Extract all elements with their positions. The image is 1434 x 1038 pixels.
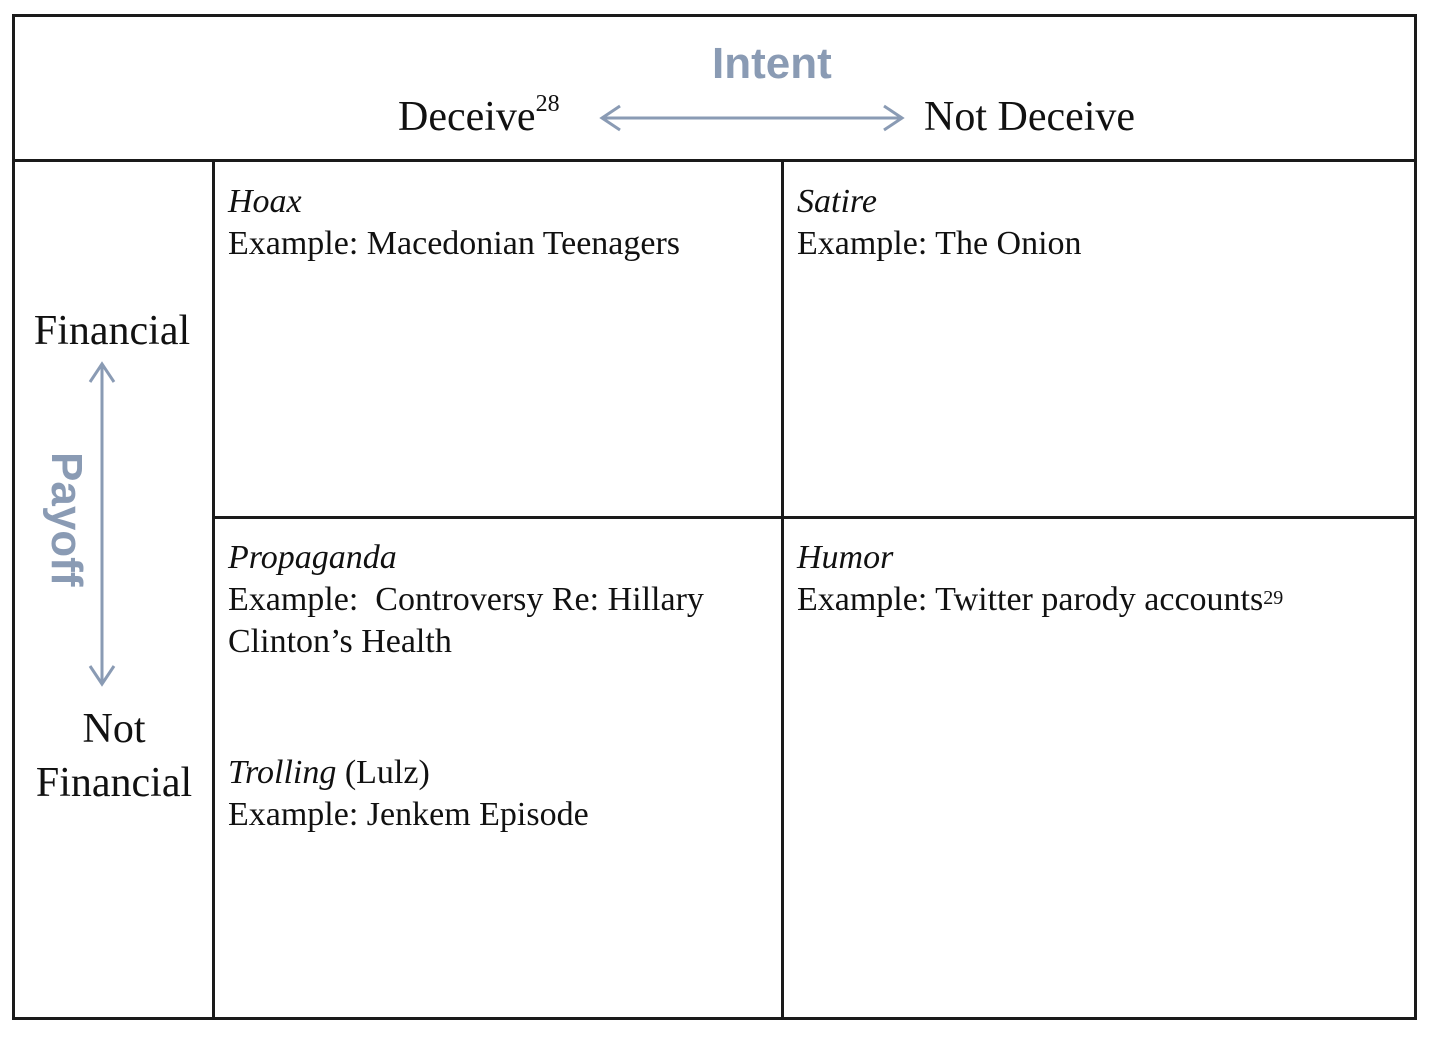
not-deceive-column-header: Not Deceive	[924, 94, 1136, 140]
deceive-label: Deceive	[398, 94, 536, 140]
propaganda-example-line2: Clinton’s Health	[228, 623, 452, 660]
humor-title: Humor	[797, 539, 894, 576]
satire-title: Satire	[797, 183, 877, 220]
row-divider	[213, 516, 1417, 519]
deceive-column-header	[398, 91, 560, 140]
payoff-axis-title: Payoff	[42, 452, 91, 587]
trolling-title: Trolling	[228, 754, 337, 791]
trolling-example: Example: Jenkem Episode	[228, 796, 589, 833]
deceive-footnote: 28	[535, 91, 560, 117]
hoax-title: Hoax	[228, 183, 302, 220]
humor-example: Example: Twitter parody accounts	[797, 581, 1264, 618]
propaganda-cell	[228, 537, 704, 663]
propaganda-title: Propaganda	[228, 539, 397, 576]
not-financial-line2: Financial	[35, 760, 193, 806]
humor-cell	[797, 537, 1283, 621]
trolling-title-suffix: (Lulz)	[336, 754, 430, 791]
header-divider	[12, 159, 1417, 162]
satire-example: Example: The Onion	[797, 225, 1082, 262]
trolling-title-row	[228, 752, 589, 794]
hoax-example: Example: Macedonian Teenagers	[228, 225, 681, 262]
humor-footnote: 29	[1263, 587, 1284, 609]
payoff-double-arrow-icon	[88, 360, 116, 688]
intent-axis-title: Intent	[712, 39, 832, 88]
trolling-cell	[228, 752, 589, 836]
propaganda-example-line1: Example: Controversy Re: Hillary	[228, 581, 704, 618]
column-divider	[781, 159, 784, 1020]
financial-row-label: Financial	[33, 308, 191, 354]
hoax-cell	[228, 181, 680, 265]
not-financial-line1: Not	[82, 706, 146, 752]
not-financial-row-label	[26, 702, 202, 810]
label-column-divider	[212, 159, 215, 1020]
humor-example-row	[797, 579, 1283, 621]
intent-double-arrow-icon	[598, 104, 908, 132]
satire-cell	[797, 181, 1082, 265]
